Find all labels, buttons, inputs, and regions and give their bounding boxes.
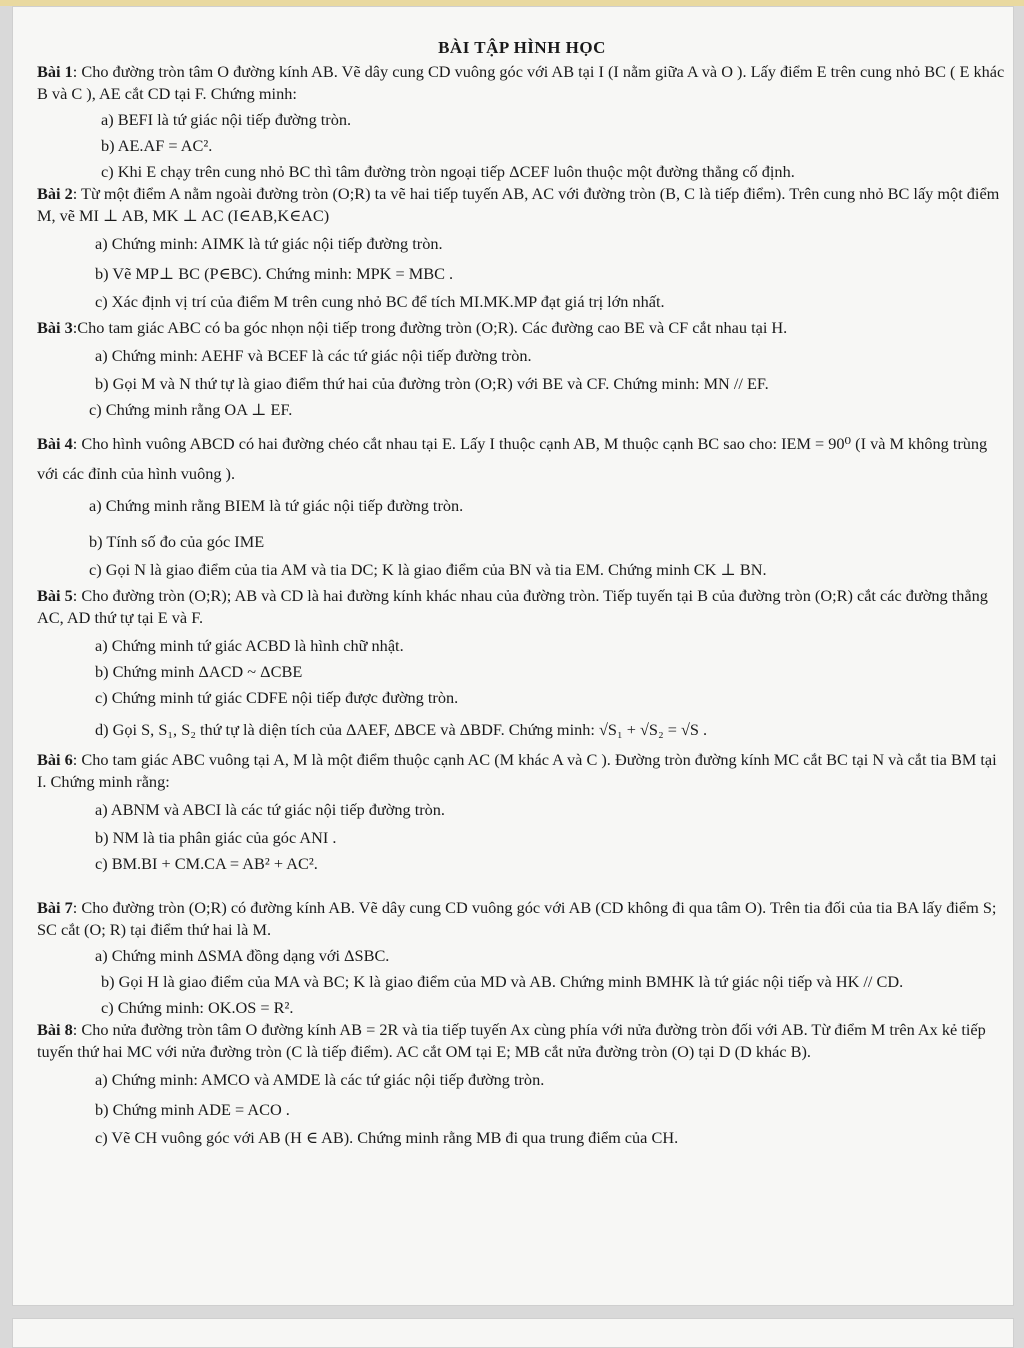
- exercise-intro: Bài 3:Cho tam giác ABC có ba góc nhọn nội tiếp trong đường tròn (O;R). Các đường cao BE và CF cắt nhau tại H.: [37, 318, 788, 337]
- exercise-intro: Bài 5: Cho đường tròn (O;R); AB và CD là hai đường kính khác nhau của đường tròn. Tiếp tuyến tại B của đường tròn (O;R) cắt các đường thẳng AC, AD thứ tự tại E và F.: [37, 586, 988, 627]
- list-item: b) Gọi H là giao điểm của MA và BC; K là giao điểm của MD và AB. Chứng minh BMHK là tứ giác nội tiếp và HK // CD.: [101, 972, 904, 991]
- exercise-3: [37, 317, 1007, 421]
- list-item: a) Chứng minh tứ giác ACBD là hình chữ nhật.: [95, 636, 404, 655]
- exercise-2: [37, 183, 1007, 313]
- exercise-intro: Bài 8: Cho nửa đường tròn tâm O đường kính AB = 2R và tia tiếp tuyến Ax cùng phía với nửa đường tròn đối với AB. Từ điểm M trên Ax kẻ tiếp tuyến thứ hai MC với nửa đường tròn (C là tiếp điểm). AC cắt OM tại E; MB cắt nửa đường tròn (O) tại D (D khác B).: [37, 1020, 986, 1061]
- list-item: a) Chứng minh: AIMK là tứ giác nội tiếp đường tròn.: [95, 234, 443, 253]
- document-content: [37, 37, 1007, 1149]
- list-item: c) BM.BI + CM.CA = AB² + AC².: [95, 854, 318, 873]
- list-item: a) Chứng minh: AEHF và BCEF là các tứ giác nội tiếp đường tròn.: [95, 346, 532, 365]
- list-item: a) BEFI là tứ giác nội tiếp đường tròn.: [101, 110, 352, 129]
- exercise-label: Bài 2: [37, 184, 73, 203]
- list-item: c) Vẽ CH vuông góc với AB (H ∈ AB). Chứng minh rằng MB đi qua trung điểm của CH.: [95, 1128, 679, 1147]
- list-item: c) Khi E chạy trên cung nhỏ BC thì tâm đường tròn ngoại tiếp ΔCEF luôn thuộc một đường thẳng cố định.: [101, 162, 795, 181]
- list-item: c) Chứng minh rằng OA ⊥ EF.: [89, 400, 293, 419]
- exercise-1: [37, 61, 1007, 183]
- exercise-label: Bài 4: [37, 434, 73, 453]
- exercise-label: Bài 8: [37, 1020, 73, 1039]
- exercise-intro: Bài 1: Cho đường tròn tâm O đường kính AB. Vẽ dây cung CD vuông góc với AB tại I (I nằm giữa A và O ). Lấy điểm E trên cung nhỏ BC ( E khác B và C ), AE cắt CD tại F. Chứng minh:: [37, 62, 1005, 103]
- list-item: b) AE.AF = AC².: [101, 136, 213, 155]
- next-page-edge: [12, 1318, 1014, 1348]
- exercise-label: Bài 5: [37, 586, 73, 605]
- exercise-intro: Bài 7: Cho đường tròn (O;R) có đường kính AB. Vẽ dây cung CD vuông góc với AB (CD không đi qua tâm O). Trên tia đối của tia BA lấy điểm S; SC cắt (O; R) tại điểm thứ hai là M.: [37, 898, 997, 939]
- list-item: b) Vẽ MP⊥ BC (P∈BC). Chứng minh: MPK = MBC .: [95, 264, 454, 283]
- list-item: c) Chứng minh: OK.OS = R².: [101, 998, 294, 1017]
- list-item: b) Tính số đo của góc IME: [89, 532, 265, 551]
- list-item: b) Gọi M và N thứ tự là giao điểm thứ hai của đường tròn (O;R) với BE và CF. Chứng minh: MN // EF.: [95, 374, 769, 393]
- exercise-intro: Bài 6: Cho tam giác ABC vuông tại A, M là một điểm thuộc cạnh AC (M khác A và C ). Đường tròn đường kính MC cắt BC tại N và cắt tia BM tại I. Chứng minh rằng:: [37, 750, 997, 791]
- list-item: a) Chứng minh rằng BIEM là tứ giác nội tiếp đường tròn.: [89, 496, 464, 515]
- exercise-5: [37, 585, 1007, 741]
- list-item: a) ABNM và ABCI là các tứ giác nội tiếp đường tròn.: [95, 800, 446, 819]
- exercise-6: [37, 749, 1007, 875]
- exercise-8: [37, 1019, 1007, 1149]
- list-item: c) Chứng minh tứ giác CDFE nội tiếp được đường tròn.: [95, 688, 459, 707]
- exercise-label: Bài 1: [37, 62, 73, 81]
- exercise-label: Bài 7: [37, 898, 73, 917]
- list-item: b) Chứng minh ADE = ACO .: [95, 1100, 290, 1119]
- document-page: [12, 6, 1014, 1306]
- document-title: BÀI TẬP HÌNH HỌC: [438, 38, 606, 57]
- list-item: c) Gọi N là giao điểm của tia AM và tia DC; K là giao điểm của BN và tia EM. Chứng minh CK ⊥ BN.: [89, 560, 767, 579]
- exercise-label: Bài 6: [37, 750, 73, 769]
- list-item: b) NM là tia phân giác của góc ANI .: [95, 828, 337, 847]
- list-item: b) Chứng minh ΔACD ~ ΔCBE: [95, 662, 303, 681]
- exercise-intro: Bài 2: Từ một điểm A nằm ngoài đường tròn (O;R) ta vẽ hai tiếp tuyến AB, AC với đường tròn (B, C là tiếp điểm). Trên cung nhỏ BC lấy một điểm M, vẽ MI ⊥ AB, MK ⊥ AC (I∈AB,K∈AC): [37, 184, 1000, 225]
- exercise-label: Bài 3: [37, 318, 73, 337]
- list-item: c) Xác định vị trí của điểm M trên cung nhỏ BC để tích MI.MK.MP đạt giá trị lớn nhất.: [95, 292, 665, 311]
- exercise-7: [37, 897, 1007, 1019]
- exercise-4: [37, 429, 1007, 581]
- list-item: a) Chứng minh ΔSMA đồng dạng với ΔSBC.: [95, 946, 390, 965]
- exercise-intro: Bài 4: Cho hình vuông ABCD có hai đường chéo cắt nhau tại E. Lấy I thuộc cạnh AB, M thuộc cạnh BC sao cho: IEM = 90⁰ (I và M không trùng với các đỉnh của hình vuông ).: [37, 434, 988, 483]
- list-item: d) Gọi S, S₁, S₂ thứ tự là diện tích của ΔAEF, ΔBCE và ΔBDF. Chứng minh: √S₁ + √S₂ = √S .: [95, 720, 708, 739]
- list-item: a) Chứng minh: AMCO và AMDE là các tứ giác nội tiếp đường tròn.: [95, 1070, 545, 1089]
